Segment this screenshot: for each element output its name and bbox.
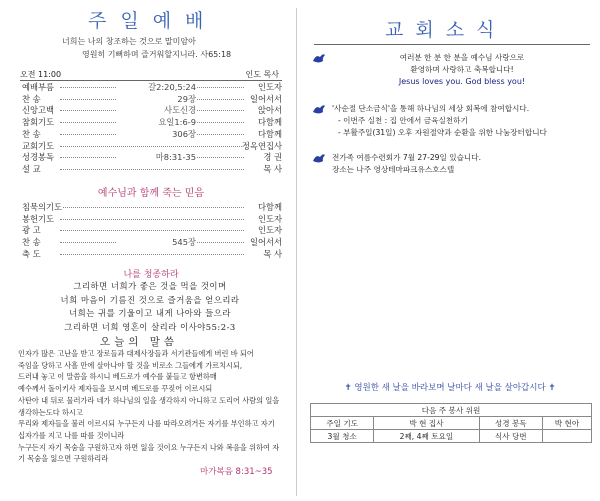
dove-icon	[312, 52, 328, 68]
item-detail: 545장	[116, 237, 196, 248]
slogan	[310, 381, 590, 393]
item-presenter: 일어서서	[249, 93, 282, 104]
item-name: 찬 송	[22, 128, 41, 139]
duty-cell: 주일 기도	[311, 417, 374, 430]
order-row	[22, 237, 282, 248]
verse-line: 그리하면 너희가 좋은 것을 먹을 것이며	[73, 281, 227, 291]
dotted-leader	[60, 169, 244, 170]
item-detail: 요일1:6-9	[116, 117, 196, 128]
order-row	[22, 129, 282, 140]
item-presenter: 다함께	[257, 128, 282, 139]
divider	[20, 80, 282, 81]
sermon-heading: 오늘의 말씀	[100, 336, 179, 348]
dotted-leader	[60, 146, 244, 147]
item-name: 참회기도	[22, 117, 55, 128]
order-row	[22, 202, 282, 213]
item-presenter: 인도자	[257, 213, 282, 224]
item-presenter: 정옥연집사	[241, 140, 282, 151]
item-detail: 29장	[116, 94, 196, 105]
item-name: 침묵의기도	[22, 202, 63, 212]
item-name: 성경봉독	[22, 152, 55, 163]
duty-cell: 박 현 집사	[374, 417, 479, 430]
verse-line: 너희는 귀를 기울이고 내게 나아와 들으라	[69, 308, 231, 318]
duty-cell: 박 현아	[542, 417, 591, 430]
order-row	[22, 141, 282, 152]
sermon-line: 드러내 놓고 이 말씀을 하시니 베드로가 예수를 붙들고 항변하매	[18, 372, 217, 382]
item-presenter: 다함께	[257, 202, 282, 212]
sermon-line: 기 목숨을 잃으면 구원하리라	[18, 454, 109, 464]
bell-icon: ✝	[548, 383, 556, 393]
order-row	[22, 214, 282, 225]
item-presenter: 목 사	[263, 163, 282, 174]
page-title: 주일예배	[88, 10, 218, 32]
item-name: 봉헌기도	[22, 213, 55, 224]
news-line: 전가족 여름수련회가 7월 27-29일 있습니다.	[332, 153, 481, 162]
slogan-text: 영원한 새 날을 바라보며 날마다 새 날을 살아갑시다	[354, 383, 546, 393]
news-line: 여러분 한 분 한 분을 예수님 사랑으로	[399, 53, 525, 62]
news-line: - 부활주일(31일) 오후 자원절약과 순환을 위한 나눔장터합니다	[338, 128, 547, 137]
news-page	[300, 0, 600, 501]
news-line: 환영하며 사랑하고 축복합니다!	[410, 65, 514, 74]
duty-cell: 2째, 4째 토요일	[374, 430, 479, 443]
item-presenter: 경 권	[263, 152, 282, 163]
duty-cell: 3월 청소	[311, 430, 374, 443]
order-row	[22, 94, 282, 105]
item-name: 찬 송	[22, 93, 41, 104]
page-divider	[296, 8, 297, 496]
order-row	[22, 225, 282, 236]
sermon-line: 무리와 제자들을 불러 이르시되 누구든지 나를 따라오려거든 자기를 부인하고 자기	[18, 419, 275, 429]
verse-line: 너희 마음이 기름진 것으로 즐거움을 얻으리라	[60, 294, 240, 305]
news-line: 장소는 나주 영상테마파크유스호스텔	[332, 165, 455, 174]
sermon-line: 죽임을 당하고 사흘 만에 살아나야 할 것을 비로소 그들에게 가르치시되,	[18, 360, 243, 370]
news-line: '사순절 단소금식'을 통해 하나님의 세상 회복에 참여합시다.	[332, 104, 530, 113]
sermon-reference: 마가복음 8:31~35	[200, 467, 273, 477]
duty-table	[310, 403, 592, 443]
news-divider	[314, 44, 590, 45]
fellowship-heading: 예수님과 함께 죽는 믿음	[97, 188, 205, 199]
order-row	[22, 164, 282, 175]
dotted-leader	[60, 207, 244, 208]
theme-line-2: 영원히 기뻐하며 즐거워할지니라. 사65:18	[82, 50, 232, 59]
item-detail: 갈2:20,5:24	[116, 82, 196, 93]
sermon-line: 예수께서 돌이키사 제자들을 보시며 베드로를 꾸짖어 이르시되	[18, 384, 213, 394]
item-detail: 사도신경	[116, 105, 196, 116]
duty-cell: 성경 봉독	[479, 417, 542, 430]
sermon-line: 사탄아 내 뒤로 물러가라 네가 하나님의 일을 생각하지 아니하고 도리어 사람의 일을	[18, 395, 280, 405]
order-row	[22, 105, 282, 116]
item-name: 찬 송	[22, 237, 41, 248]
item-name: 예배부름	[22, 82, 55, 92]
dove-icon	[312, 103, 328, 119]
order-row	[22, 249, 282, 260]
sermon-line: 누구든지 자기 목숨을 구원하고자 하면 잃을 것이요 누구든지 나와 복음을 위하여 자	[18, 442, 280, 452]
item-name: 신앙고백	[22, 105, 55, 116]
service-time: 오전 11:00	[20, 70, 62, 79]
item-presenter: 앉아서	[257, 105, 282, 116]
dotted-leader	[60, 219, 244, 220]
verse-line: 그리하면 너희 영혼이 살리라 이사야55:2-3	[64, 321, 236, 332]
item-detail: 306장	[116, 129, 196, 140]
order-row	[22, 82, 282, 93]
news-line: - 이번주 실천 : 집 안에서 금육실천하기	[338, 116, 468, 125]
item-detail: 마8:31-35	[116, 152, 196, 163]
sermon-line: 생각하는도다 하시고	[18, 407, 83, 417]
duty-cell: 식사 당번	[479, 430, 542, 443]
item-name: 교회기도	[22, 140, 55, 151]
item-name: 광 고	[22, 225, 41, 236]
dotted-leader	[60, 230, 244, 231]
order-row	[22, 117, 282, 128]
duty-cell	[542, 430, 591, 443]
order-row	[22, 152, 282, 163]
sermon-line: 십자가를 지고 나를 따를 것이니라	[18, 430, 125, 440]
item-presenter: 인도자	[257, 225, 282, 236]
item-presenter: 다함께	[257, 117, 282, 128]
news-title: 교회소식	[385, 19, 507, 41]
dove-icon	[312, 152, 328, 168]
dotted-leader	[60, 254, 244, 255]
item-presenter: 일어서서	[249, 237, 282, 248]
worship-bulletin-page	[0, 0, 293, 501]
english-greeting: Jesus loves you. God bless you!	[398, 77, 526, 86]
item-presenter: 목 사	[263, 248, 282, 259]
theme-line-1: 너희는 나의 창조하는 것으로 말미암아	[62, 37, 196, 46]
verse-heading: 나를 청종하라	[123, 270, 179, 280]
sermon-line: 인자가 많은 고난을 받고 장로들과 대제사장들과 서기관들에게 버린 바 되어	[18, 349, 254, 358]
item-name: 축 도	[22, 248, 41, 259]
item-presenter: 인도자	[257, 82, 282, 92]
duty-title: 다음 주 봉사 위원	[311, 404, 592, 417]
item-name: 설 교	[22, 163, 41, 174]
bell-icon: ✝	[344, 383, 352, 393]
leader-label: 인도 목사	[245, 70, 279, 79]
